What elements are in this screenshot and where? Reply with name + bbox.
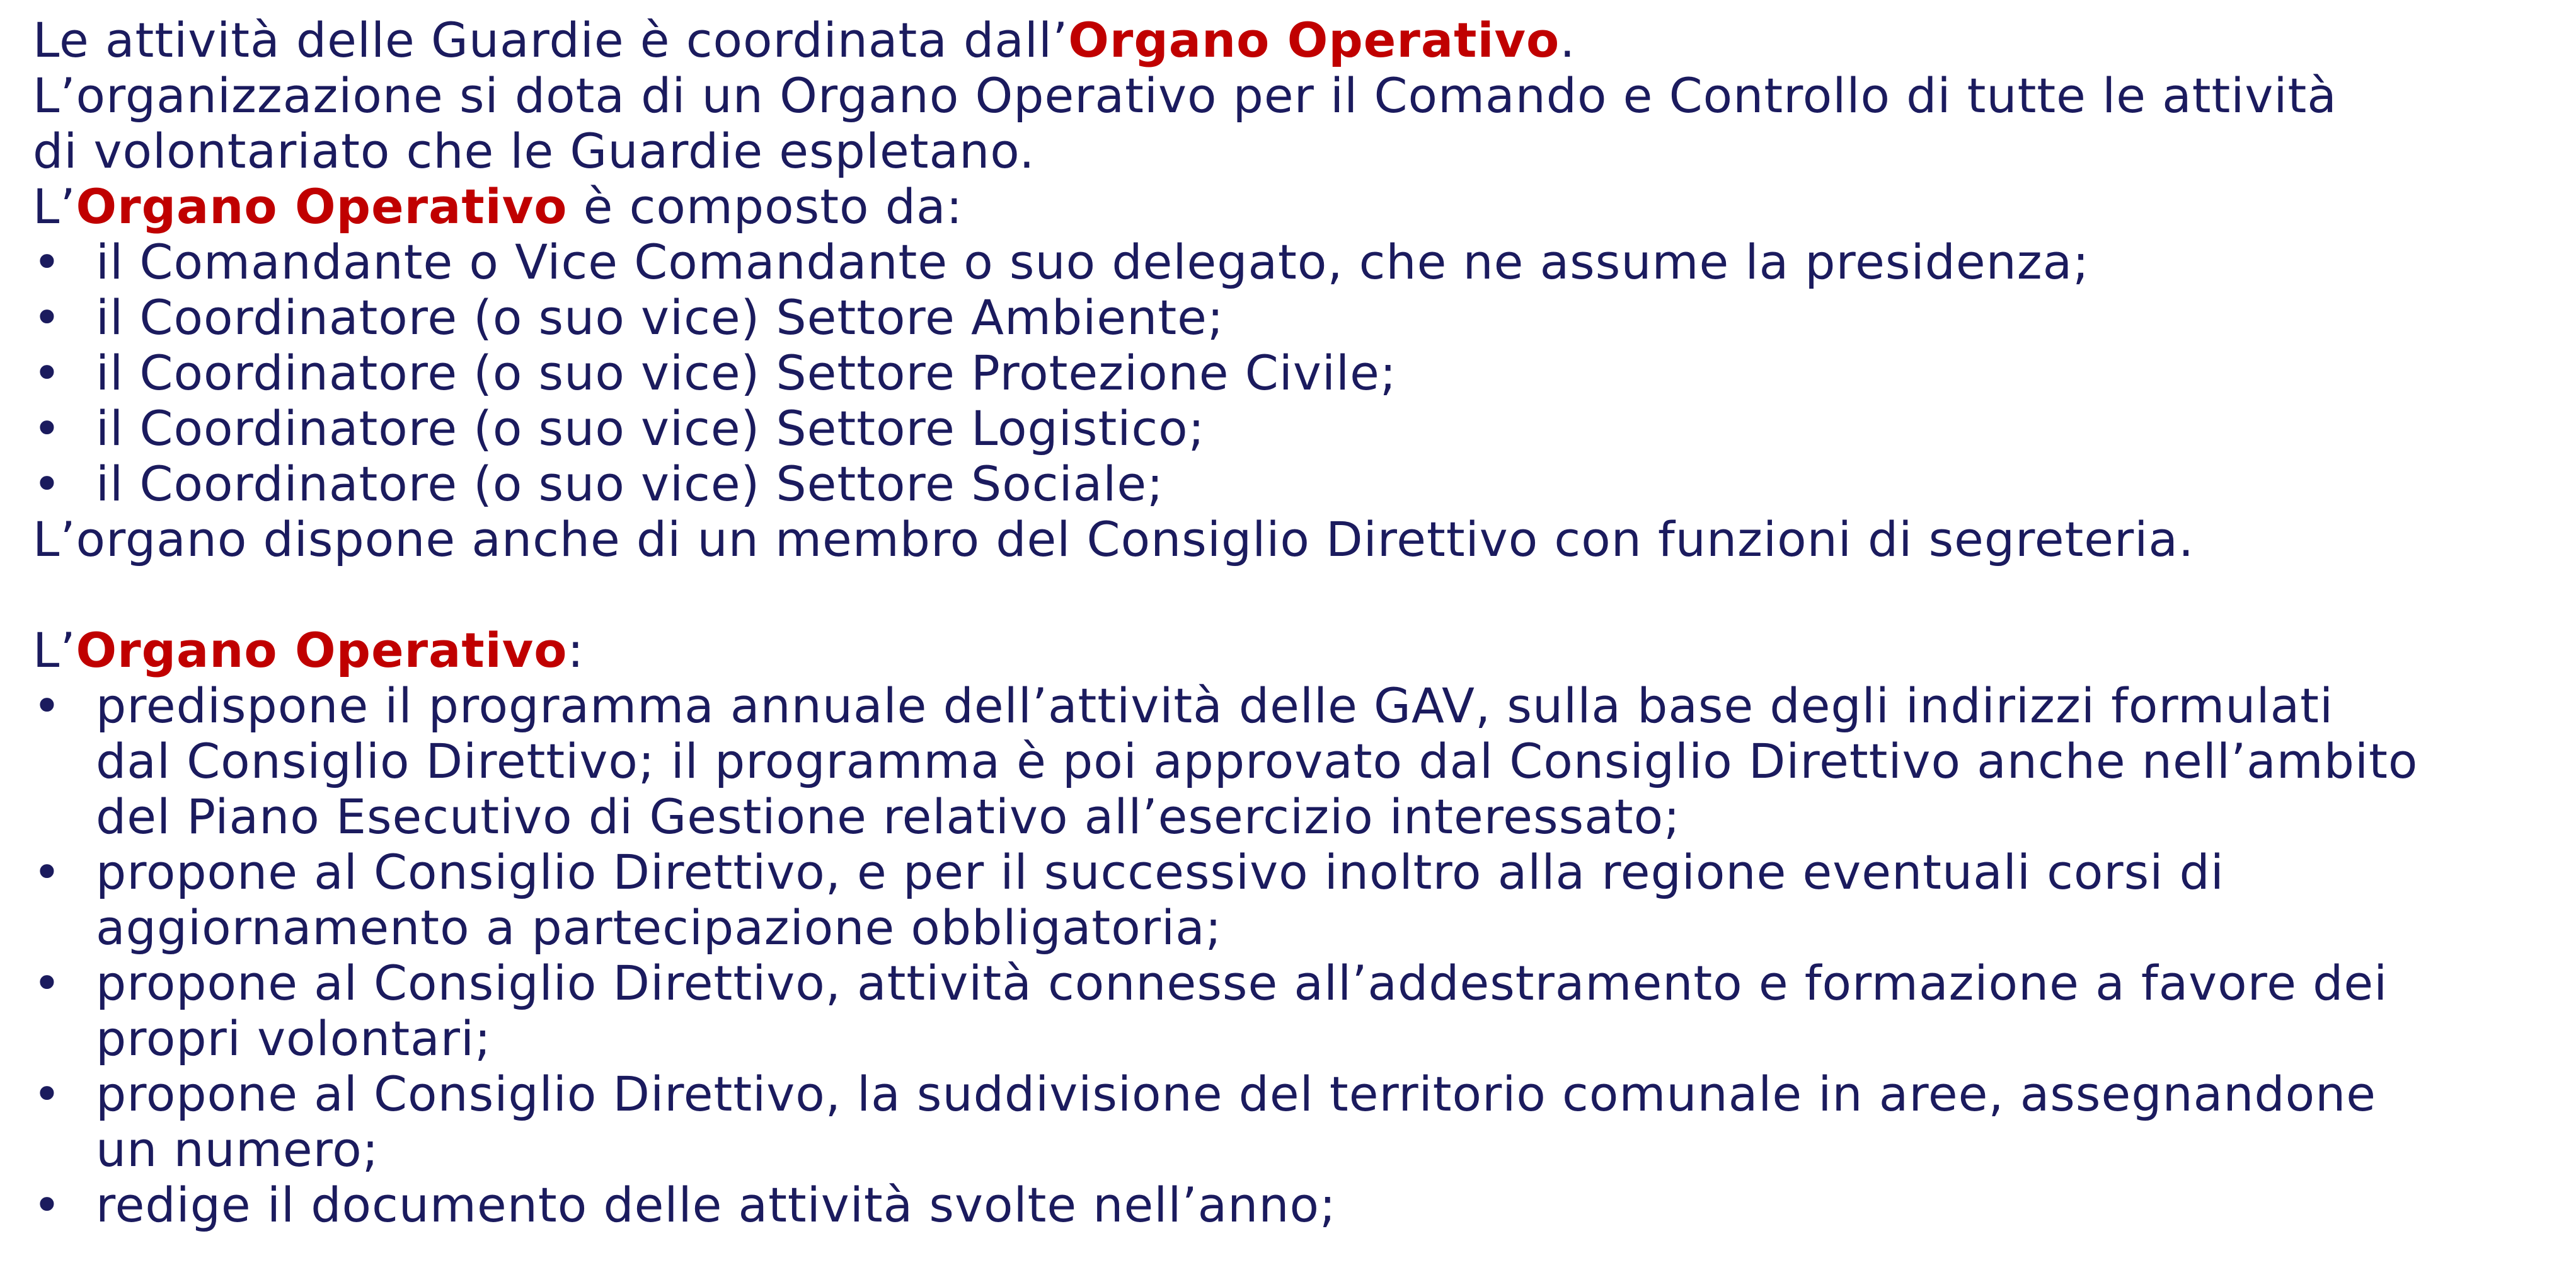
duty-line: un numero;	[96, 1121, 379, 1177]
member-text: il Coordinatore (o suo vice) Settore Sociale;	[96, 456, 1164, 512]
duty-line: redige il documento delle attività svolte nell’anno;	[96, 1177, 1337, 1233]
duty-text	[96, 1066, 2538, 1177]
list-item	[33, 234, 2538, 290]
duties-list	[33, 678, 2538, 1233]
bullet-marker: •	[33, 1177, 62, 1233]
member-text: il Coordinatore (o suo vice) Settore Logistico;	[96, 400, 1205, 456]
organo-operativo-highlight: Organo Operativo	[76, 622, 568, 678]
duty-line: dal Consiglio Direttivo; il programma è poi approvato dal Consiglio Direttivo anche nell’ambito	[96, 733, 2418, 789]
intro-line-1	[33, 13, 2538, 68]
bullet-marker: •	[33, 1066, 62, 1122]
intro-line-1-end: .	[1560, 12, 1576, 68]
duty-text	[96, 1177, 2538, 1233]
duty-line: predispone il programma annuale dell’attività delle GAV, sulla base degli indirizzi formulati	[96, 678, 2334, 734]
list-item	[33, 845, 2538, 956]
member-text: il Coordinatore (o suo vice) Settore Ambiente;	[96, 289, 1224, 345]
list-item	[33, 290, 2538, 345]
member-text: il Comandante o Vice Comandante o suo delegato, che ne assume la presidenza;	[96, 234, 2090, 290]
list-item	[33, 1066, 2538, 1177]
list-item	[33, 678, 2538, 845]
duty-text	[96, 678, 2538, 845]
bullet-marker: •	[33, 289, 62, 345]
duties-heading-prefix: L’	[33, 622, 76, 678]
duties-heading-suffix: :	[567, 622, 585, 678]
bullet-marker: •	[33, 234, 62, 290]
duty-line: del Piano Esecutivo di Gestione relativo all’esercizio interessato;	[96, 788, 1681, 845]
list-item	[33, 401, 2538, 456]
composition-heading	[33, 179, 2538, 234]
bullet-marker: •	[33, 955, 62, 1011]
list-item	[33, 1177, 2538, 1233]
intro-line-2: L’organizzazione si dota di un Organo Operativo per il Comando e Controllo di tutte le attività	[33, 67, 2337, 124]
intro-section	[33, 13, 2538, 179]
bullet-marker: •	[33, 400, 62, 456]
duty-text	[96, 845, 2538, 956]
bullet-marker: •	[33, 456, 62, 512]
composition-heading-prefix: L’	[33, 178, 76, 234]
bullet-marker: •	[33, 345, 62, 401]
bullet-marker: •	[33, 844, 62, 900]
organo-operativo-highlight: Organo Operativo	[76, 178, 568, 234]
member-text: il Coordinatore (o suo vice) Settore Protezione Civile;	[96, 345, 1397, 401]
duty-line: propri volontari;	[96, 1010, 492, 1066]
list-item	[33, 956, 2538, 1066]
bullet-marker: •	[33, 678, 62, 734]
composition-section	[33, 179, 2538, 567]
duty-text	[96, 956, 2538, 1066]
duty-line: aggiornamento a partecipazione obbligatoria;	[96, 899, 1222, 956]
intro-line-1-text: Le attività delle Guardie è coordinata dall’	[33, 12, 1069, 68]
member-list	[33, 234, 2538, 512]
composition-heading-suffix: è composto da:	[567, 178, 963, 234]
duties-section	[33, 623, 2538, 1233]
intro-line-3: di volontariato che le Guardie espletano.	[33, 123, 1035, 179]
duty-line: propone al Consiglio Direttivo, attività connesse all’addestramento e formazione a favore dei	[96, 955, 2388, 1011]
duty-line: propone al Consiglio Direttivo, la suddivisione del territorio comunale in aree, assegnandone	[96, 1066, 2377, 1122]
list-item	[33, 456, 2538, 512]
composition-note: L’organo dispone anche di un membro del Consiglio Direttivo con funzioni di segreteria.	[33, 511, 2195, 567]
list-item	[33, 345, 2538, 401]
duty-line: propone al Consiglio Direttivo, e per il successivo inoltro alla regione eventuali corsi di	[96, 844, 2224, 900]
organo-operativo-highlight: Organo Operativo	[1068, 12, 1560, 68]
section-spacer	[33, 567, 2538, 623]
duties-heading	[33, 623, 2538, 678]
